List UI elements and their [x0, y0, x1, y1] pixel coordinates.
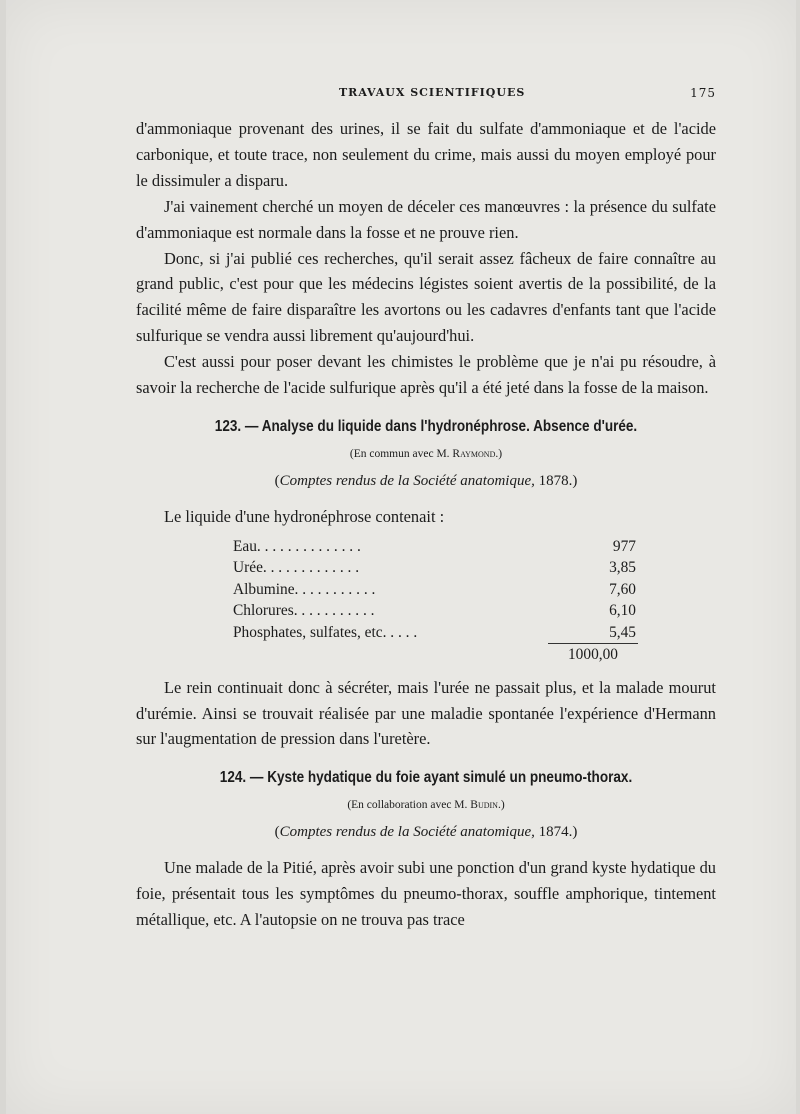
collab-prefix: (En collaboration avec M.	[347, 799, 471, 812]
section-124-text: Une malade de la Pitié, après avoir subi une ponction d'un grand kyste hydatique du foie, présentait tous les symptômes du pneumo-thorax, souffle amphorique, tintement métallique, etc. A l'autopsie on ne trouva pas trace	[136, 858, 716, 929]
paragraph: J'ai vainement cherché un moyen de déceler ces manœuvres : la présence du sulfate d'ammoniaque est normale dans la fosse et ne prouve rien.	[136, 196, 716, 242]
table-item-name: Albumine. . . . . . . . . . .	[233, 580, 376, 598]
source-prefix: (	[274, 824, 280, 841]
table-item-value: 7,60	[609, 580, 636, 598]
table-item-value: 977	[612, 537, 636, 555]
composition-table	[136, 536, 716, 665]
table-row	[136, 579, 716, 601]
table-row	[136, 622, 716, 644]
collab-suffix: .)	[497, 799, 505, 812]
collab-name: Raymond	[452, 447, 496, 460]
collab-name: Budin	[470, 799, 498, 812]
collab-prefix: (En commun avec M.	[349, 447, 453, 460]
paragraph: C'est aussi pour poser devant les chimistes le problème que je n'ai pu résoudre, à savoir la recherche de l'acide sulfurique après qu'il a été jeté dans la fosse de la maison.	[136, 352, 716, 398]
table-intro: Le liquide d'une hydronéphrose contenait :	[164, 506, 445, 526]
source-year: 1874.)	[534, 824, 578, 841]
table-item-name: Urée. . . . . . . . . . . . .	[233, 559, 360, 577]
table-item-name: Chlorures. . . . . . . . . . .	[233, 602, 375, 620]
section-123-source	[136, 469, 716, 495]
page-body	[136, 116, 716, 933]
book-page	[6, 0, 796, 1114]
collab-suffix: .)	[495, 447, 503, 460]
table-item-name: Eau. . . . . . . . . . . . . .	[233, 537, 361, 555]
running-title: TRAVAUX SCIENTIFIQUES	[339, 86, 526, 99]
section-124-collaboration	[136, 793, 716, 819]
source-year: 1878.)	[534, 472, 578, 489]
source-journal: Comptes rendus de la Société anatomique,	[279, 472, 535, 489]
section-123-title: 123. — Analyse du liquide dans l'hydronéphrose. Absence d'urée.	[214, 417, 638, 435]
section-124-title: 124. — Kyste hydatique du foie ayant simulé un pneumo-thorax.	[219, 769, 633, 787]
section-123-collaboration	[136, 442, 716, 468]
table-row	[136, 536, 716, 558]
table-row	[136, 600, 716, 622]
source-prefix: (	[274, 472, 280, 489]
table-item-name: Phosphates, sulfates, etc. . . . .	[233, 623, 418, 641]
paragraph: d'ammoniaque provenant des urines, il se fait du sulfate d'ammoniaque et de l'acide carbonique, et toute trace, non seulement du crime, mais aussi du moyen employé pour le dissimuler a disparu.	[136, 119, 716, 190]
table-total: 1000,00	[548, 643, 638, 666]
table-item-value: 3,85	[609, 559, 636, 577]
section-124-source	[136, 820, 716, 846]
section-123-conclusion: Le rein continuait donc à sécréter, mais l'urée ne passait plus, et la malade mourut d'urémie. Ainsi se trouvait réalisée par une maladie spontanée l'expérience d'Hermann sur l'augmentation de pression dans l'uretère.	[136, 677, 716, 749]
table-item-value: 5,45	[609, 623, 636, 641]
table-total-row	[136, 643, 716, 665]
table-item-value: 6,10	[609, 602, 636, 620]
page-number: 175	[690, 86, 716, 100]
paragraph: Donc, si j'ai publié ces recherches, qu'il serait assez fâcheux de faire connaître au grand public, c'est pour que les médecins légistes soient avertis de la possibilité, de la facilité même de faire disparaître les avortons ou les cadavres d'enfants tant que l'acide sulfurique se vendra aussi librement qu'aujourd'hui.	[136, 248, 716, 346]
source-journal: Comptes rendus de la Société anatomique,	[279, 824, 535, 841]
table-row	[136, 557, 716, 579]
